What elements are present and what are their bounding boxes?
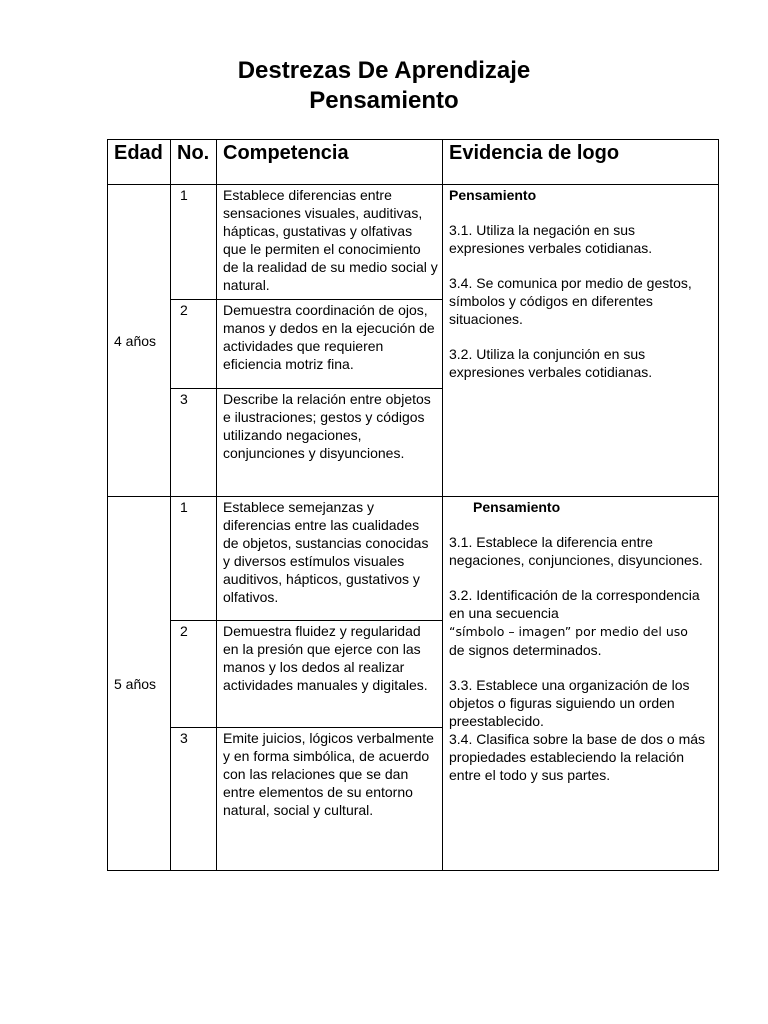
evidencia-text: de signos determinados. <box>449 642 602 658</box>
no-cell: 1 <box>171 497 217 621</box>
evidencia-cell <box>443 497 719 871</box>
competencia-cell: Demuestra fluidez y regularidad en la presión que ejerce con las manos y los dedos al realizar actividades manuales y digitales. <box>217 621 443 728</box>
evidencia-item: 3.4. Clasifica sobre la base de dos o más propiedades estableciendo la relación entre el todo y sus partes. <box>449 731 706 783</box>
no-cell: 1 <box>171 185 217 300</box>
evidencia-heading: Pensamiento <box>449 187 537 203</box>
evidencia-item: 3.4. Se comunica por medio de gestos, símbolos y códigos en diferentes situaciones. <box>449 275 692 327</box>
evidencia-item: 3.3. Establece una organización de los objetos o figuras siguiendo un orden preestablecido. <box>449 677 690 729</box>
table-row <box>108 185 719 300</box>
no-cell: 3 <box>171 389 217 497</box>
no-cell: 2 <box>171 621 217 728</box>
competencia-cell: Establece semejanzas y diferencias entre las cualidades de objetos, sustancias conocidas y diversos estímulos visuales auditivos, hápticos, gustativos y olfativos. <box>217 497 443 621</box>
header-edad: Edad <box>108 140 171 185</box>
competencia-cell: Emite juicios, lógicos verbalmente y en forma simbólica, de acuerdo con las relaciones que se dan entre elementos de su entorno natural, social y cultural. <box>217 728 443 871</box>
header-competencia: Competencia <box>217 140 443 185</box>
document-subtitle: Pensamiento <box>309 87 459 114</box>
evidencia-item: 3.1. Establece la diferencia entre negaciones, conjunciones, disyunciones. <box>449 534 703 568</box>
competencia-cell: Describe la relación entre objetos e ilustraciones; gestos y códigos utilizando negaciones, conjunciones y disyunciones. <box>217 389 443 497</box>
evidencia-item <box>449 586 714 659</box>
header-no: No. <box>171 140 217 185</box>
edad-cell: 4 años <box>108 185 171 497</box>
table-row <box>108 497 719 621</box>
evidencia-text: 3.2. Identificación de la correspondencia en una secuencia <box>449 587 700 621</box>
table-header-row <box>108 140 719 185</box>
skills-table <box>107 139 719 871</box>
evidencia-item: 3.2. Utiliza la conjunción en sus expresiones verbales cotidianas. <box>449 346 653 380</box>
competencia-cell: Demuestra coordinación de ojos, manos y dedos en la ejecución de actividades que requieren eficiencia motriz fina. <box>217 300 443 389</box>
evidencia-heading: Pensamiento <box>473 499 561 515</box>
competencia-cell: Establece diferencias entre sensaciones visuales, auditivas, hápticas, gustativas y olfativas que le permiten el conocimiento de la realidad de su medio social y natural. <box>217 185 443 300</box>
no-cell: 3 <box>171 728 217 871</box>
document-title: Destrezas De Aprendizaje <box>237 57 531 84</box>
evidencia-text: “símbolo – imagen” por medio del uso <box>449 624 688 639</box>
evidencia-item: 3.1. Utiliza la negación en sus expresiones verbales cotidianas. <box>449 222 653 256</box>
header-evidencia: Evidencia de logo <box>443 140 719 185</box>
no-cell: 2 <box>171 300 217 389</box>
edad-cell: 5 años <box>108 497 171 871</box>
evidencia-cell <box>443 185 719 497</box>
